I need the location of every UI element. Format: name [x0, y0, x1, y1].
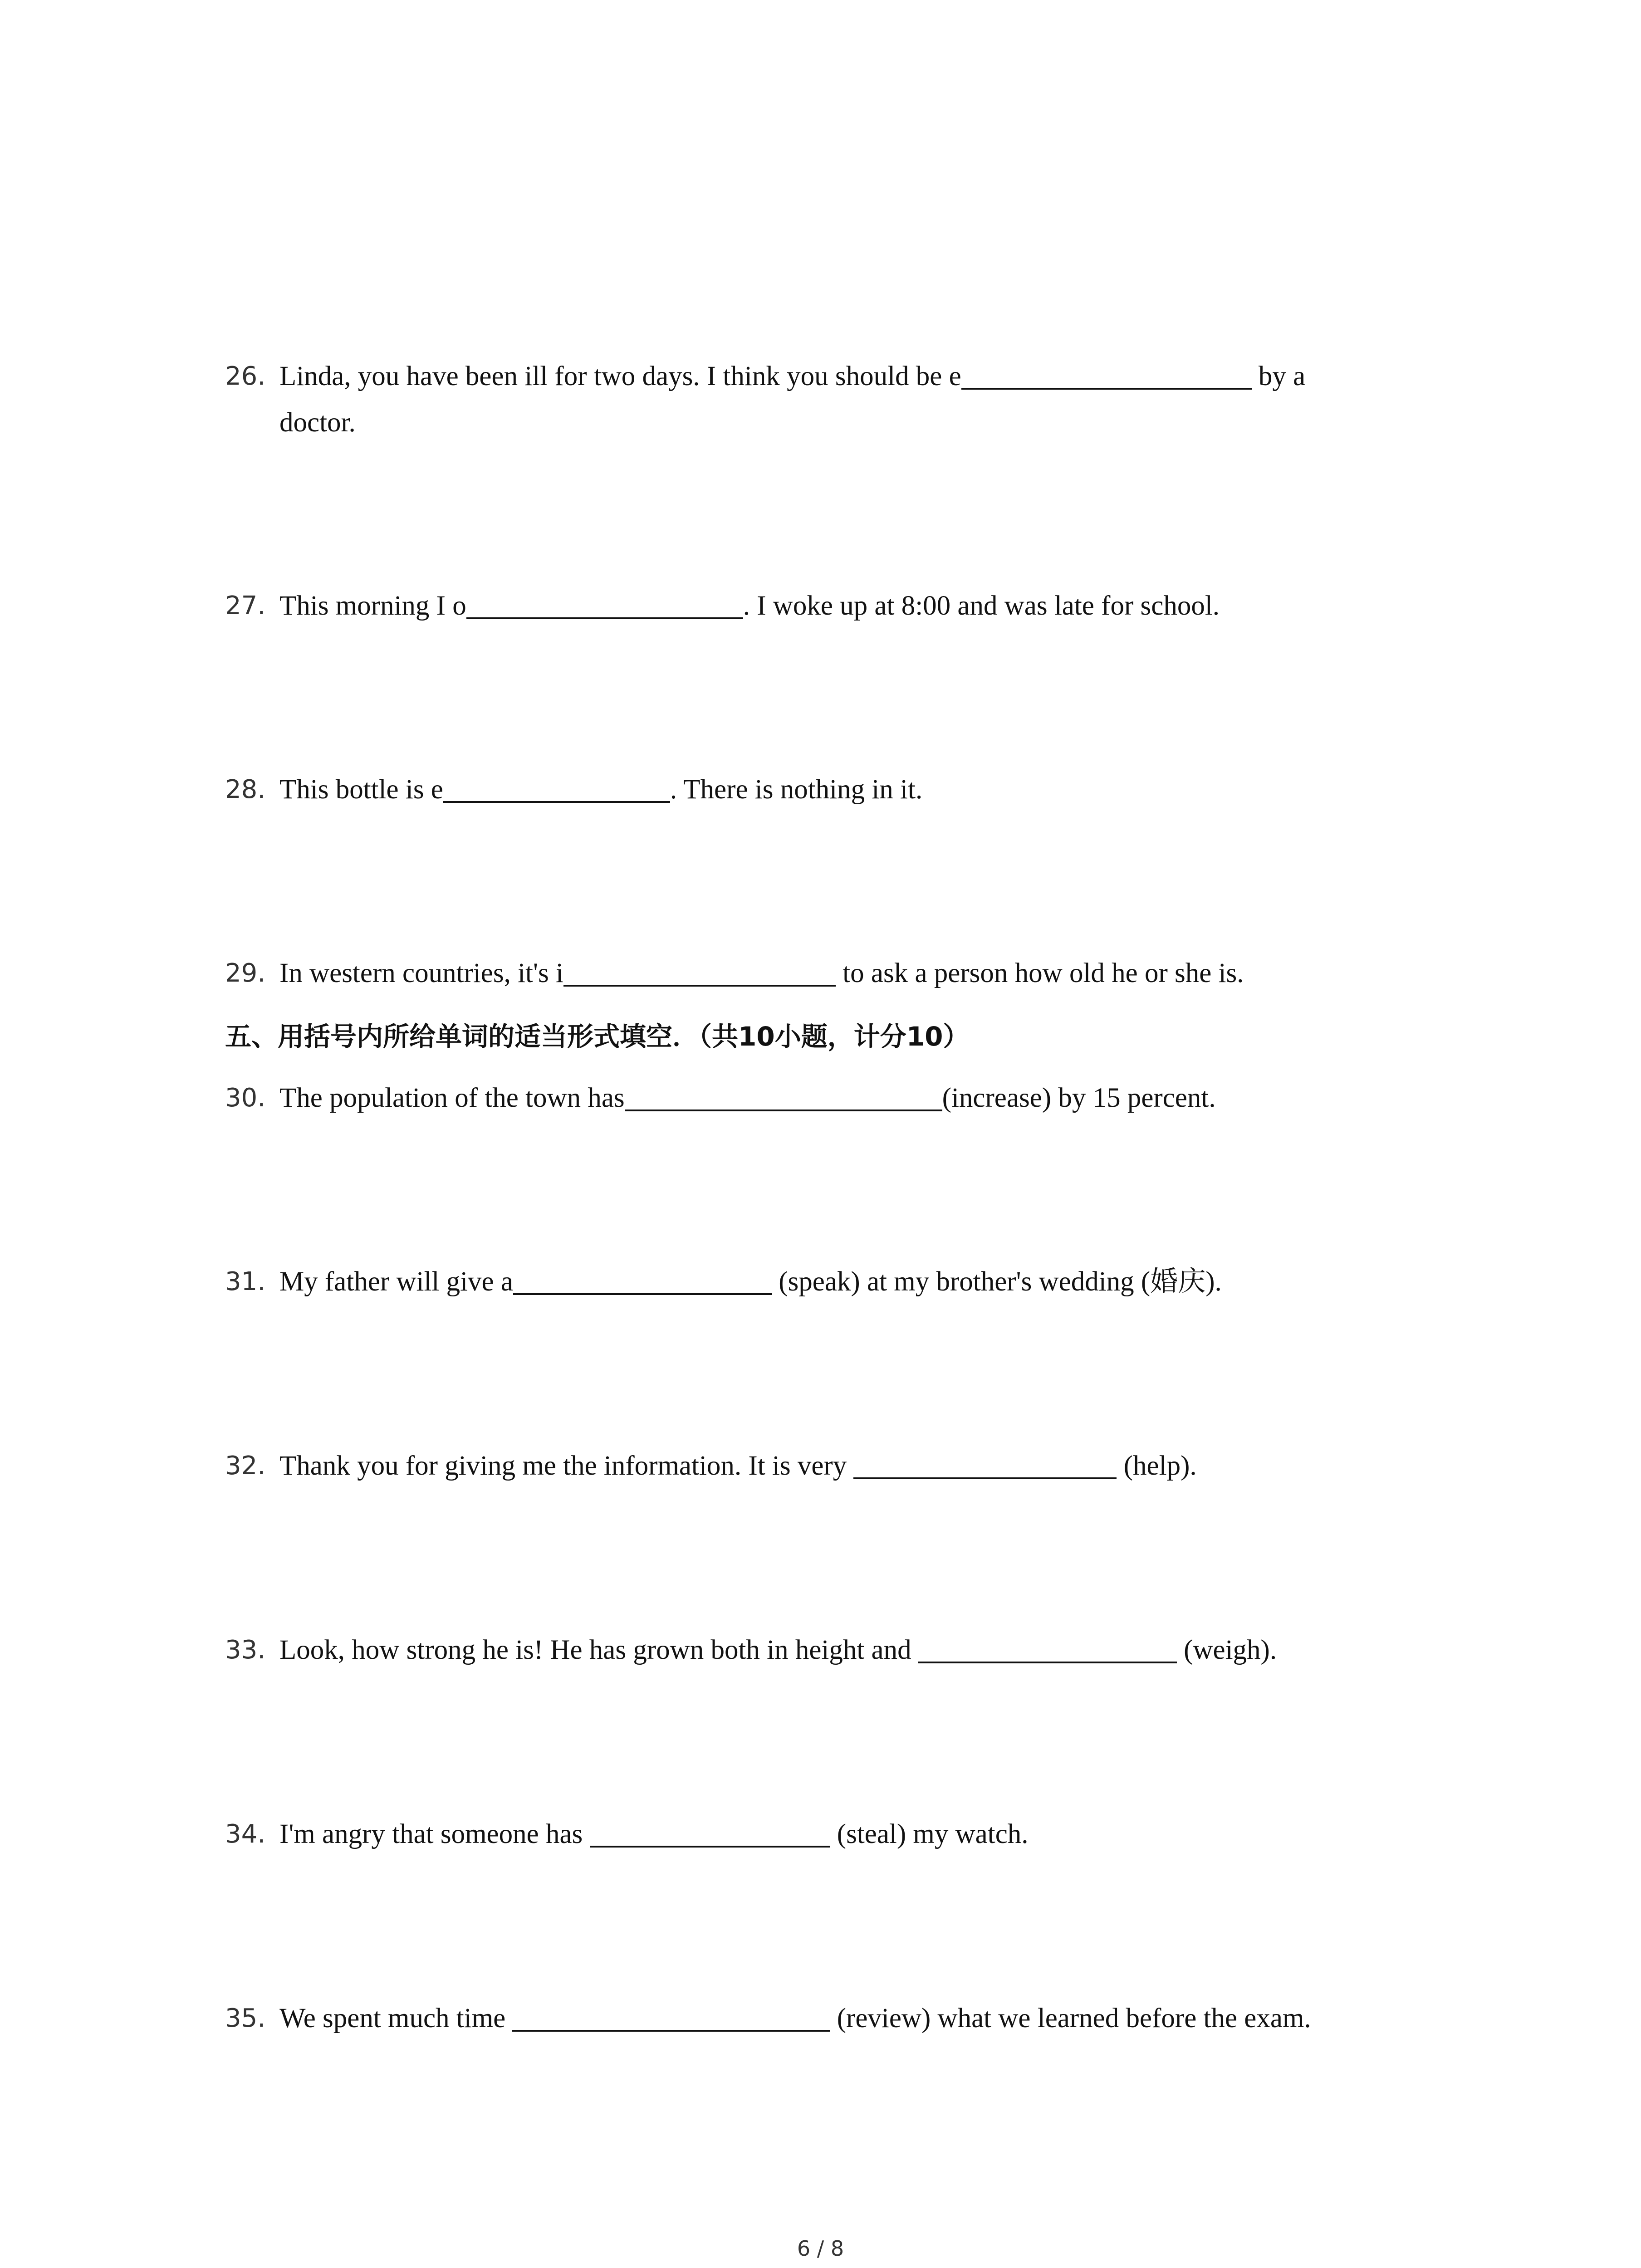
- answer-blank[interactable]: [590, 1817, 830, 1848]
- answer-blank[interactable]: [563, 956, 836, 987]
- question-text-before: My father will give a: [279, 1266, 513, 1297]
- question-text-after: (weigh).: [1176, 1635, 1277, 1665]
- question-text-before: In western countries, it's i: [279, 958, 563, 988]
- question-text-after: (increase) by 15 percent.: [942, 1083, 1216, 1113]
- question-text-after: (review) what we learned before the exam.: [830, 2003, 1311, 2033]
- answer-blank[interactable]: [853, 1448, 1117, 1479]
- question-29: [225, 950, 1414, 997]
- question-text-before: Linda, you have been ill for two days. I think you should be e: [279, 361, 961, 391]
- question-number: 33.: [225, 1635, 266, 1665]
- question-30: [225, 1075, 1414, 1121]
- question-27: [225, 583, 1414, 629]
- answer-blank[interactable]: [466, 588, 743, 619]
- question-text-before: This morning I o: [279, 591, 466, 621]
- question-text-after: (help).: [1117, 1451, 1197, 1481]
- section-heading: 五、用括号内所给单词的适当形式填空．（共10小题，计分10）: [225, 1021, 970, 1052]
- page-number: 6 / 8: [797, 2236, 844, 2261]
- question-text-before: Thank you for giving me the information. It is very: [279, 1451, 854, 1481]
- question-number: 35.: [225, 2004, 266, 2033]
- question-text-before: Look, how strong he is! He has grown both in height and: [279, 1635, 918, 1665]
- answer-blank[interactable]: [443, 772, 670, 803]
- question-34: [225, 1811, 1414, 1857]
- question-text-after: . There is nothing in it.: [670, 774, 923, 805]
- question-text-before: This bottle is e: [279, 774, 443, 805]
- answer-blank[interactable]: [513, 1264, 772, 1295]
- question-number: 26.: [225, 362, 266, 391]
- question-number: 30.: [225, 1083, 266, 1113]
- question-number: 28.: [225, 775, 266, 804]
- answer-blank[interactable]: [512, 2001, 830, 2032]
- question-number: 32.: [225, 1451, 266, 1481]
- question-text-continuation: doctor.: [279, 407, 356, 438]
- question-text-after: to ask a person how old he or she is.: [835, 958, 1244, 988]
- question-text-after: by a: [1251, 361, 1306, 391]
- question-text-after: . I woke up at 8:00 and was late for school.: [743, 591, 1220, 621]
- question-number: 29.: [225, 958, 266, 988]
- question-33: [225, 1627, 1414, 1673]
- answer-blank[interactable]: [961, 359, 1252, 390]
- answer-blank[interactable]: [918, 1633, 1177, 1663]
- question-26: [225, 353, 1414, 446]
- question-text-before: We spent much time: [279, 2003, 513, 2033]
- question-text-before: The population of the town has: [279, 1083, 625, 1113]
- question-32: [225, 1443, 1414, 1489]
- question-text-before: I'm angry that someone has: [279, 1819, 590, 1849]
- question-text-after: (steal) my watch.: [830, 1819, 1029, 1849]
- answer-blank[interactable]: [625, 1080, 942, 1111]
- question-number: 31.: [225, 1267, 266, 1296]
- question-31: [225, 1259, 1414, 1305]
- question-35: [225, 1995, 1414, 2042]
- question-number: 27.: [225, 591, 266, 621]
- question-number: 34.: [225, 1819, 266, 1849]
- question-28: [225, 767, 1414, 813]
- question-text-after: (speak) at my brother's wedding (婚庆).: [771, 1266, 1222, 1297]
